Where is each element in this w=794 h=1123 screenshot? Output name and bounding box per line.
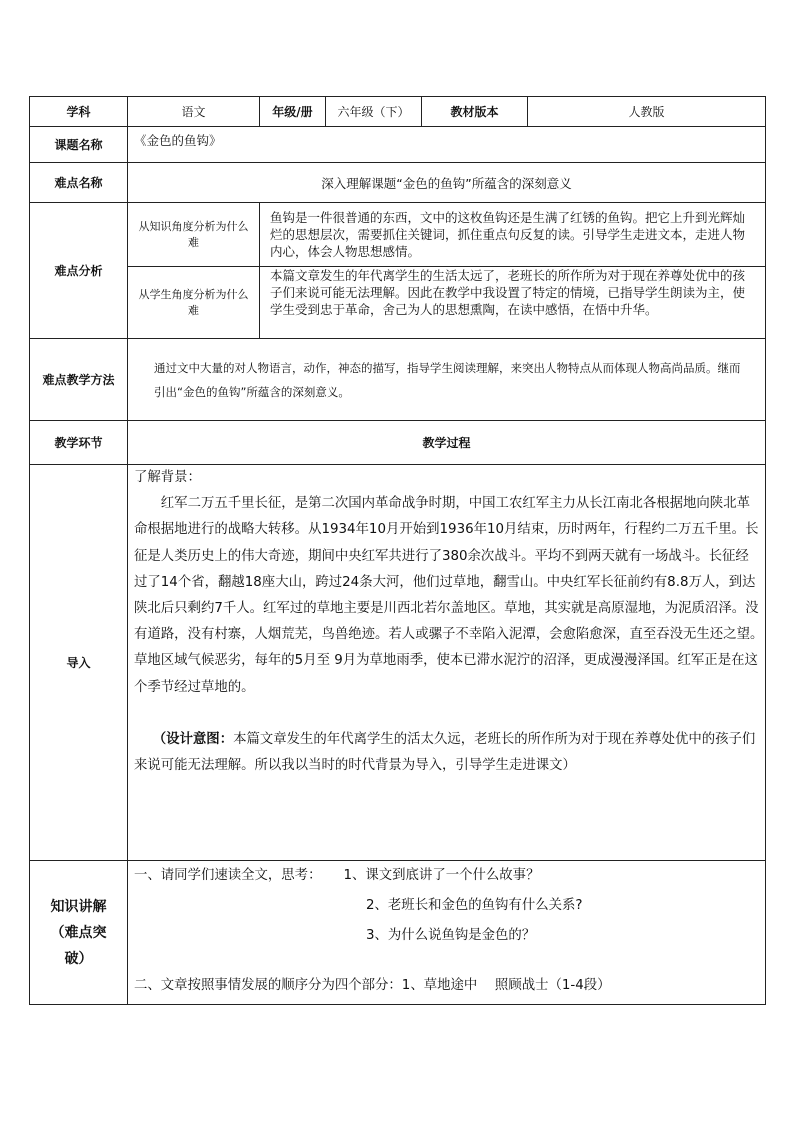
student-angle-text: 本篇文章发生的年代离学生的生活太远了，老班长的所作所为对于现在养尊处优中的孩子们来说可能无法理解。因此在教学中我设置了特定的情境，已指导学生朗读为主，使学生受到忠于革命，舍己为人的思想熏陶，在读中感悟，在悟中升华。 [260,267,766,339]
question-line-1 [134,861,759,891]
design-intent-text: 本篇文章发生的年代离学生的活太久远，老班长的所作所为对于现在养尊处优中的孩子们来说可能无法理解。所以我以当时的时代背景为导入，引导学生走进课文） [134,731,756,774]
question-2: 2、老班长和金色的鱼钩有什么关系? [366,898,583,913]
knowledge-label-line3: 破） [64,950,93,967]
knowledge-angle-text: 鱼钩是一件很普通的东西，文中的这枚鱼钩还是生满了红锈的鱼钩。把它上升到光辉灿烂的思想层次，需要抓住关键词，抓住重点句反复的读。引导学生走进文本，走进人物内心，体会人物思想感情。 [260,203,766,267]
knowledge-angle-label: 从知识角度分析为什么难 [128,203,260,267]
lesson-label: 课题名称 [30,127,128,163]
part-intro: 二、文章按照事情发展的顺序分为四个部分：1、草地途中 照顾战士（1-4段） [134,978,611,993]
edition-label: 教材版本 [422,97,528,127]
difficulty-value: 深入理解课题“金色的鱼钩”所蕴含的深刻意义 [128,163,766,203]
intro-row [30,465,766,861]
method-label: 难点教学方法 [30,339,128,421]
intro-content [128,465,771,861]
knowledge-row [30,861,766,1005]
process-label: 教学过程 [128,421,766,465]
knowledge-content [128,861,766,1005]
difficulty-row [30,163,766,203]
method-text: 通过文中大量的对人物语言，动作，神态的描写，指导学生阅读理解，来突出人物特点从而体现人物高尚品质。继而引出“金色的鱼钩”所蕴含的深刻意义。 [128,339,766,421]
method-row [30,339,766,421]
edition-value: 人教版 [528,97,766,127]
lesson-row [30,127,766,163]
stage-label: 教学环节 [30,421,128,465]
analysis-knowledge-row [30,203,766,267]
student-angle-label: 从学生角度分析为什么难 [128,267,260,339]
question-1: 1、课文到底讲了一个什么故事？ [343,868,540,883]
difficulty-label: 难点名称 [30,163,128,203]
lesson-plan-table [29,96,771,1005]
lesson-value: 《金色的鱼钩》 [128,127,766,163]
subject-label: 学科 [30,97,128,127]
design-intent-label: （设计意图： [152,731,234,747]
grade-value: 六年级（下） [326,97,422,127]
intro-label: 导入 [30,465,128,861]
process-header-row [30,421,766,465]
subject-value: 语文 [128,97,260,127]
design-intent [134,727,759,779]
knowledge-label-line2: （难点突 [50,924,107,941]
background-title: 了解背景： [134,470,201,485]
knowledge-label [30,861,128,1005]
question-3: 3、为什么说鱼钩是金色的？ [366,928,536,943]
grade-label: 年级/册 [260,97,326,127]
analysis-student-row [30,267,766,339]
analysis-label: 难点分析 [30,203,128,339]
spacer [134,701,759,727]
background-text: 红军二万五千里长征，是第二次国内革命战争时期，中国工农红军主力从长江南北各根据地向陕北革命根据地进行的战略大转移。从1934年10月开始到1936年10月结束，历时两年，行程约二万五千里。长征是人类历史上的伟大奇迹，期间中央红军共进行了380余次战斗。平均不到两天就有一场战斗。长征经过了14个省，翻越18座大山，跨过24条大河，他们过草地，翻雪山。中央红军长征前约有8.8万人，到达陕北后只剩约7千人。红军过的草地主要是川西北若尔盖地区。草地，其实就是高原湿地，为泥质沼泽。没有道路，没有村寨，人烟荒芜，鸟兽绝迹。若人或骡子不幸陷入泥潭，会愈陷愈深，直至吞没无生还之望。 草地区域气候恶劣，每年的5月至 9月为草地雨季，使本已滞水泥泞的沼泽，更成漫漫泽国。红军正是在这个季节经过草地的。 [134,496,771,695]
question-intro: 一、请同学们速读全文，思考： [134,868,322,883]
header-row [30,97,766,127]
knowledge-label-line1: 知识讲解 [50,898,107,915]
